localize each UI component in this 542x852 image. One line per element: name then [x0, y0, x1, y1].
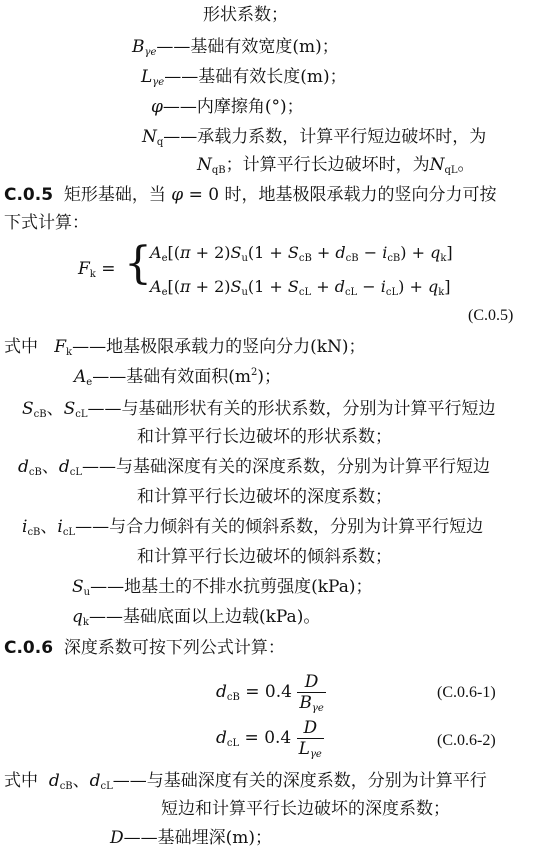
section-c05: C.0.5 矩形基础，当 φ = 0 时，地基极限承载力的竖向分力可按: [4, 185, 497, 205]
def-d-cont: 和计算平行长边破坏的深度系数；: [137, 487, 392, 507]
def-i-cont: 和计算平行长边破坏的倾斜系数；: [137, 547, 392, 567]
document-page: 形状系数； $B_{\gamma e}——$基础有效宽度(m)； $L_{\gamma e}——$基础有效长度(m)； φ——内摩擦角(°)； $N_q——$承载力系数，计算平行短边破坏时，为 $N_{qB}$；计算平行长边破坏时，为$N_{qL}$。 C.0.5 矩形基础，当 φ = 0 时，地基极限承载力的竖向分力可按 下式计算： $F_k$ = { $A_e[(\pi + 2)S_u(1 + S_{cB} + d_{cB} - i_{cB}) + q_k]$ $A_e[(\pi + 2)S_u(1 + S_{cL} + d_{cL} - i_{cL}) + q_k]$ (C.0.5) 式中 $F_k——$地基极限承载力的竖向分力(kN)； $A_e——$基础有效面积$(m^2)$； $S_{cB}$、$S_{cL}——$与基础形状有关的形状系数，分别为计算平行短边 和计算平行长边破坏的形状系数； $d_{cB}$、$d_{cL}——$与基础深度有关的深度系数，分别为计算平行短边 和计算平行长边破坏的深度系数； $i_{cB}$、$i_{cL}——$与合力倾斜有关的倾斜系数，分别为计算平行短边 和计算平行长边破坏的倾斜系数； $S_u——$地基土的不排水抗剪强度(kPa)； $q_k——$基础底面以上边载(kPa)。 C.0.6 深度系数可按下列公式计算： $d_{cB} = 0.4$ $\frac{D}{B_{\gamma e}}$ (C.0.6-1) $d_{cL} = 0.4$ $\frac{D}{L_{\gamma e}}$ (C.0.6-2) 式中 $d_{cB}$、$d_{cL}——$与基础深度有关的深度系数，分别为计算平行 短边和计算平行长边破坏的深度系数； D——基础埋深(m)；: [4, 5, 514, 848]
def-su: $S_u——$地基土的不排水抗剪强度(kPa)；: [72, 577, 373, 598]
def-fk: 式中 $F_k——$地基极限承载力的竖向分力(kN)；: [4, 337, 366, 358]
def-s-cont: 和计算平行长边破坏的形状系数；: [137, 427, 392, 447]
def-s: $S_{cB}$、$S_{cL}——$与基础形状有关的形状系数，分别为计算平行短边: [22, 399, 496, 420]
eq-number-c06-2: (C.0.6-2): [437, 732, 496, 749]
def-ae: $A_e——$基础有效面积$(m^2)$；: [74, 367, 281, 388]
b-gamma-e-def: $B_{\gamma e}——$基础有效宽度(m)；: [132, 37, 339, 58]
nq-def: $N_q——$承载力系数，计算平行短边破坏时，为: [142, 127, 487, 148]
l-gamma-e-def: $L_{\gamma e}——$基础有效长度(m)；: [141, 67, 347, 88]
formula-c06-1: $d_{cB} = 0.4$ $\frac{D}{B_{\gamma e}}$: [216, 672, 324, 714]
def2-d-cont: 短边和计算平行长边破坏的深度系数；: [161, 799, 450, 819]
shape-coef-line: 形状系数；: [203, 5, 288, 25]
formula-c06-2: $d_{cL} = 0.4$ $\frac{D}{L_{\gamma e}}$: [216, 718, 322, 760]
eq-number-c05: (C.0.5): [468, 307, 514, 324]
def-d: $d_{cB}$、$d_{cL}——$与基础深度有关的深度系数，分别为计算平行短边: [18, 457, 490, 478]
phi-def: φ——内摩擦角(°)；: [151, 97, 304, 117]
section-c06: C.0.6 深度系数可按下列公式计算：: [4, 638, 285, 658]
section-c05-cont: 下式计算：: [4, 213, 89, 233]
def-qk: $q_k——$基础底面以上边载(kPa)。: [72, 607, 321, 628]
eq-number-c06-1: (C.0.6-1): [437, 684, 496, 701]
def2-d: 式中 $d_{cB}$、$d_{cL}——$与基础深度有关的深度系数，分别为计算平行: [4, 771, 487, 792]
def2-D: D——基础埋深(m)；: [110, 828, 273, 848]
def-i: $i_{cB}$、$i_{cL}——$与合力倾斜有关的倾斜系数，分别为计算平行短边: [22, 517, 484, 538]
nq-def-cont: $N_{qB}$；计算平行长边破坏时，为$N_{qL}$。: [197, 155, 475, 176]
